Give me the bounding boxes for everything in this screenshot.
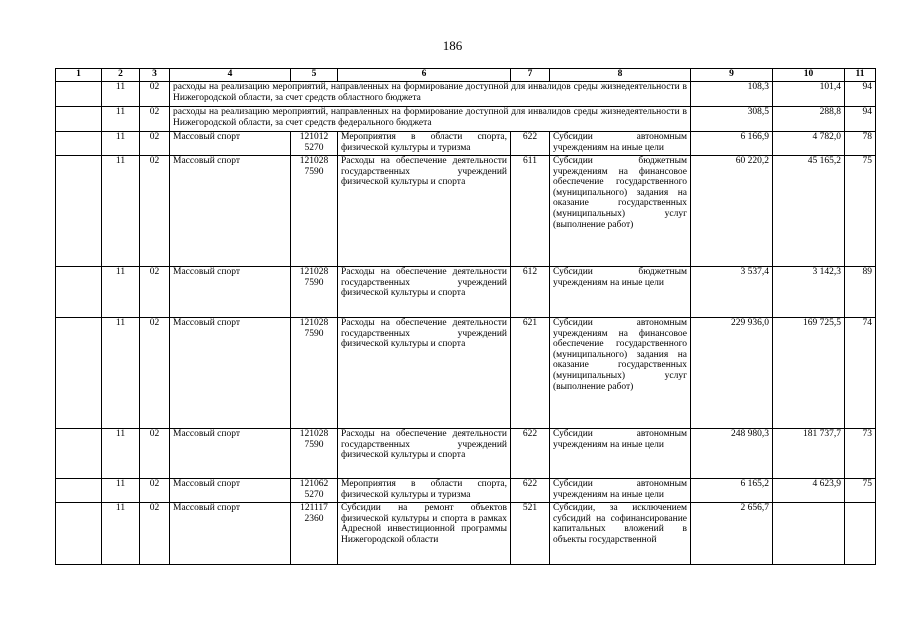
cell-col11 xyxy=(845,503,876,565)
cell-col11: 94 xyxy=(845,82,876,107)
budget-table xyxy=(55,68,876,565)
cell-col7: 622 xyxy=(511,479,550,503)
cell-col9: 60 220,2 xyxy=(691,156,773,267)
cell-col4: Массовый спорт xyxy=(170,156,291,267)
cell-col1 xyxy=(56,82,102,107)
cell-col1 xyxy=(56,429,102,479)
column-header: 5 xyxy=(291,69,338,82)
cell-col6: Мероприятия в области спорта, физической культуры и туризма xyxy=(338,132,511,156)
cell-col10: 169 725,5 xyxy=(773,318,845,429)
cell-col6: Расходы на обеспечение деятельности государственных учреждений физической культуры и спорта xyxy=(338,156,511,267)
cell-col4: Массовый спорт xyxy=(170,267,291,318)
cell-col11: 73 xyxy=(845,429,876,479)
cell-col3: 02 xyxy=(140,318,170,429)
cell-col11: 89 xyxy=(845,267,876,318)
column-header: 9 xyxy=(691,69,773,82)
cell-col7: 611 xyxy=(511,156,550,267)
column-header: 7 xyxy=(511,69,550,82)
cell-col8: Субсидии автономным учреждениям на иные цели xyxy=(550,132,691,156)
cell-col8: Субсидии, за исключением субсидий на софинансирование капитальных вложений в объекты государственной xyxy=(550,503,691,565)
cell-col11: 94 xyxy=(845,107,876,132)
cell-col1 xyxy=(56,132,102,156)
cell-col2: 11 xyxy=(102,503,140,565)
cell-col6: Расходы на обеспечение деятельности государственных учреждений физической культуры и спорта xyxy=(338,429,511,479)
cell-col3: 02 xyxy=(140,479,170,503)
cell-col10: 101,4 xyxy=(773,82,845,107)
cell-col11: 78 xyxy=(845,132,876,156)
cell-col9: 308,5 xyxy=(691,107,773,132)
table-row xyxy=(56,267,876,318)
cell-col7: 612 xyxy=(511,267,550,318)
column-header: 2 xyxy=(102,69,140,82)
cell-col9: 3 537,4 xyxy=(691,267,773,318)
cell-col7: 621 xyxy=(511,318,550,429)
cell-col9: 229 936,0 xyxy=(691,318,773,429)
table-row xyxy=(56,82,876,107)
cell-col5: 121028 7590 xyxy=(291,156,338,267)
cell-col11: 75 xyxy=(845,479,876,503)
cell-col10 xyxy=(773,503,845,565)
cell-col2: 11 xyxy=(102,156,140,267)
cell-col1 xyxy=(56,318,102,429)
cell-col2: 11 xyxy=(102,318,140,429)
cell-col9: 248 980,3 xyxy=(691,429,773,479)
cell-col3: 02 xyxy=(140,267,170,318)
table-row xyxy=(56,156,876,267)
cell-col1 xyxy=(56,479,102,503)
cell-col5: 121028 7590 xyxy=(291,318,338,429)
cell-col6: Субсидии на ремонт объектов физической культуры и спорта в рамках Адресной инвестиционной программы Нижегородской области xyxy=(338,503,511,565)
cell-col1 xyxy=(56,156,102,267)
table-row xyxy=(56,503,876,565)
cell-col7: 622 xyxy=(511,132,550,156)
cell-col8: Субсидии бюджетным учреждениям на финансовое обеспечение государственного (муниципального) задания на оказание государственных (муниципальных) услуг (выполнение работ) xyxy=(550,156,691,267)
column-header: 6 xyxy=(338,69,511,82)
cell-col2: 11 xyxy=(102,107,140,132)
column-header: 4 xyxy=(170,69,291,82)
cell-col1 xyxy=(56,503,102,565)
cell-col4: Массовый спорт xyxy=(170,429,291,479)
cell-col4: Массовый спорт xyxy=(170,503,291,565)
cell-col7: 521 xyxy=(511,503,550,565)
table-row xyxy=(56,318,876,429)
cell-col5: 121028 7590 xyxy=(291,267,338,318)
cell-col8: Субсидии автономным учреждениям на финансовое обеспечение государственного (муниципального) задания на оказание государственных (муниципальных) услуг (выполнение работ) xyxy=(550,318,691,429)
cell-col10: 181 737,7 xyxy=(773,429,845,479)
cell-col9: 6 165,2 xyxy=(691,479,773,503)
column-header: 8 xyxy=(550,69,691,82)
cell-merged-description: расходы на реализацию мероприятий, направленных на формирование доступной для инвалидов среды жизнедеятельности в Нижегородской области, за счет средств федерального бюджета xyxy=(170,107,691,132)
table-row xyxy=(56,479,876,503)
cell-col1 xyxy=(56,267,102,318)
cell-col6: Расходы на обеспечение деятельности государственных учреждений физической культуры и спорта xyxy=(338,267,511,318)
cell-col8: Субсидии автономным учреждениям на иные цели xyxy=(550,429,691,479)
cell-col2: 11 xyxy=(102,479,140,503)
table-row xyxy=(56,107,876,132)
cell-col10: 45 165,2 xyxy=(773,156,845,267)
cell-col2: 11 xyxy=(102,82,140,107)
table-row xyxy=(56,429,876,479)
cell-col10: 4 623,9 xyxy=(773,479,845,503)
cell-col2: 11 xyxy=(102,429,140,479)
cell-col5: 121012 5270 xyxy=(291,132,338,156)
cell-col10: 4 782,0 xyxy=(773,132,845,156)
cell-col7: 622 xyxy=(511,429,550,479)
cell-col10: 3 142,3 xyxy=(773,267,845,318)
column-header: 11 xyxy=(845,69,876,82)
column-header: 3 xyxy=(140,69,170,82)
cell-col3: 02 xyxy=(140,429,170,479)
cell-col3: 02 xyxy=(140,107,170,132)
cell-col3: 02 xyxy=(140,156,170,267)
cell-col3: 02 xyxy=(140,82,170,107)
cell-col1 xyxy=(56,107,102,132)
cell-col2: 11 xyxy=(102,267,140,318)
page-number: 186 xyxy=(442,38,463,53)
cell-col9: 108,3 xyxy=(691,82,773,107)
cell-col4: Массовый спорт xyxy=(170,318,291,429)
cell-col3: 02 xyxy=(140,132,170,156)
cell-col5: 121028 7590 xyxy=(291,429,338,479)
column-header: 10 xyxy=(773,69,845,82)
cell-col10: 288,8 xyxy=(773,107,845,132)
cell-merged-description: расходы на реализацию мероприятий, направленных на формирование доступной для инвалидов среды жизнедеятельности в Нижегородской области, за счет средств областного бюджета xyxy=(170,82,691,107)
column-header: 1 xyxy=(56,69,102,82)
header-row xyxy=(56,69,876,82)
cell-col6: Расходы на обеспечение деятельности государственных учреждений физической культуры и спорта xyxy=(338,318,511,429)
cell-col8: Субсидии автономным учреждениям на иные цели xyxy=(550,479,691,503)
cell-col6: Мероприятия в области спорта, физической культуры и туризма xyxy=(338,479,511,503)
cell-col3: 02 xyxy=(140,503,170,565)
cell-col4: Массовый спорт xyxy=(170,479,291,503)
cell-col11: 74 xyxy=(845,318,876,429)
cell-col5: 121117 2360 xyxy=(291,503,338,565)
cell-col5: 121062 5270 xyxy=(291,479,338,503)
cell-col11: 75 xyxy=(845,156,876,267)
cell-col8: Субсидии бюджетным учреждениям на иные цели xyxy=(550,267,691,318)
cell-col4: Массовый спорт xyxy=(170,132,291,156)
table-row xyxy=(56,132,876,156)
cell-col2: 11 xyxy=(102,132,140,156)
cell-col9: 6 166,9 xyxy=(691,132,773,156)
cell-col9: 2 656,7 xyxy=(691,503,773,565)
